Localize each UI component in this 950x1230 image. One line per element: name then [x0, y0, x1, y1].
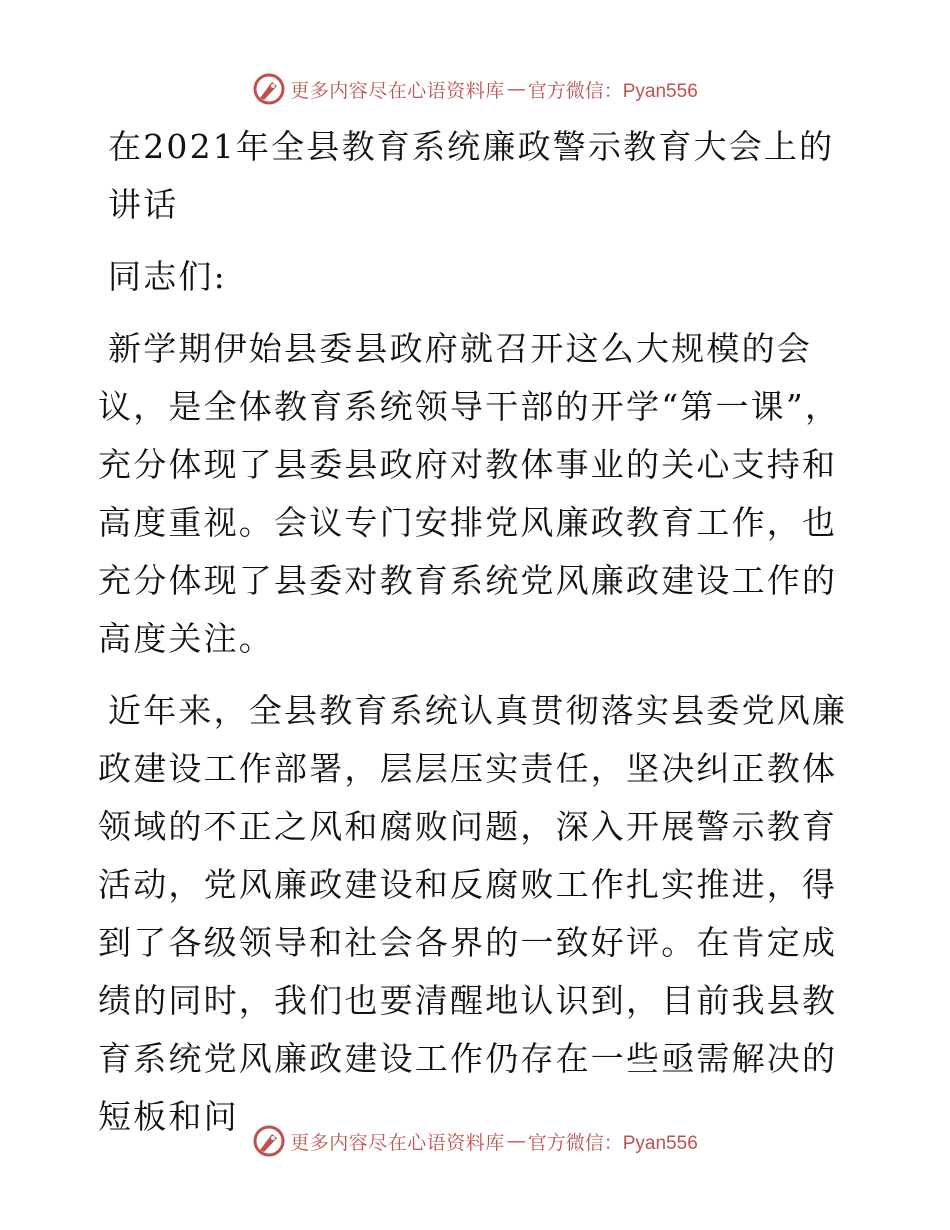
banner-contact: 官方微信：Pyan556 [527, 80, 698, 102]
paragraph-2 [98, 682, 850, 1146]
banner-separator: — [506, 1130, 526, 1152]
pen-nib-icon [252, 1124, 286, 1158]
paragraph-1 [98, 320, 850, 668]
banner-separator: — [506, 78, 526, 100]
pen-nib-icon [252, 72, 286, 106]
banner-text: 更多内容尽在心语资料库 [290, 79, 505, 102]
paragraph-text: 近年来，全县教育系统认真贯彻落实县委党风廉政建设工作部署，层层压实责任，坚决纠正教体领域的不正之风和腐败问题，深入开展警示教育活动，党风廉政建设和反腐败工作扎实推进，得到了各级领导和社会各界的一致好评。在肯定成绩的同时，我们也要清醒地认识到，目前我县教育系统党风廉政建设工作仍存在一些亟需解决的短板和问 [98, 691, 848, 1136]
footer-banner [0, 1124, 950, 1158]
document-body [98, 118, 850, 1146]
paragraph-text: 新学期伊始县委县政府就召开这么大规模的会议，是全体教育系统领导干部的开学“第一课”，充分体现了县委县政府对教体事业的关心支持和高度重视。会议专门安排党风廉政教育工作，也充分体现了县委对教育系统党风廉政建设工作的高度关注。 [98, 329, 841, 658]
header-banner [0, 72, 950, 106]
banner-contact: 官方微信：Pyan556 [527, 1132, 698, 1154]
banner-text: 更多内容尽在心语资料库 [290, 1131, 505, 1154]
paragraph-text: 同志们: [108, 257, 227, 296]
paragraph-greeting [98, 248, 850, 306]
page-title: 在2021年全县教育系统廉政警示教育大会上的讲话 [108, 127, 835, 224]
